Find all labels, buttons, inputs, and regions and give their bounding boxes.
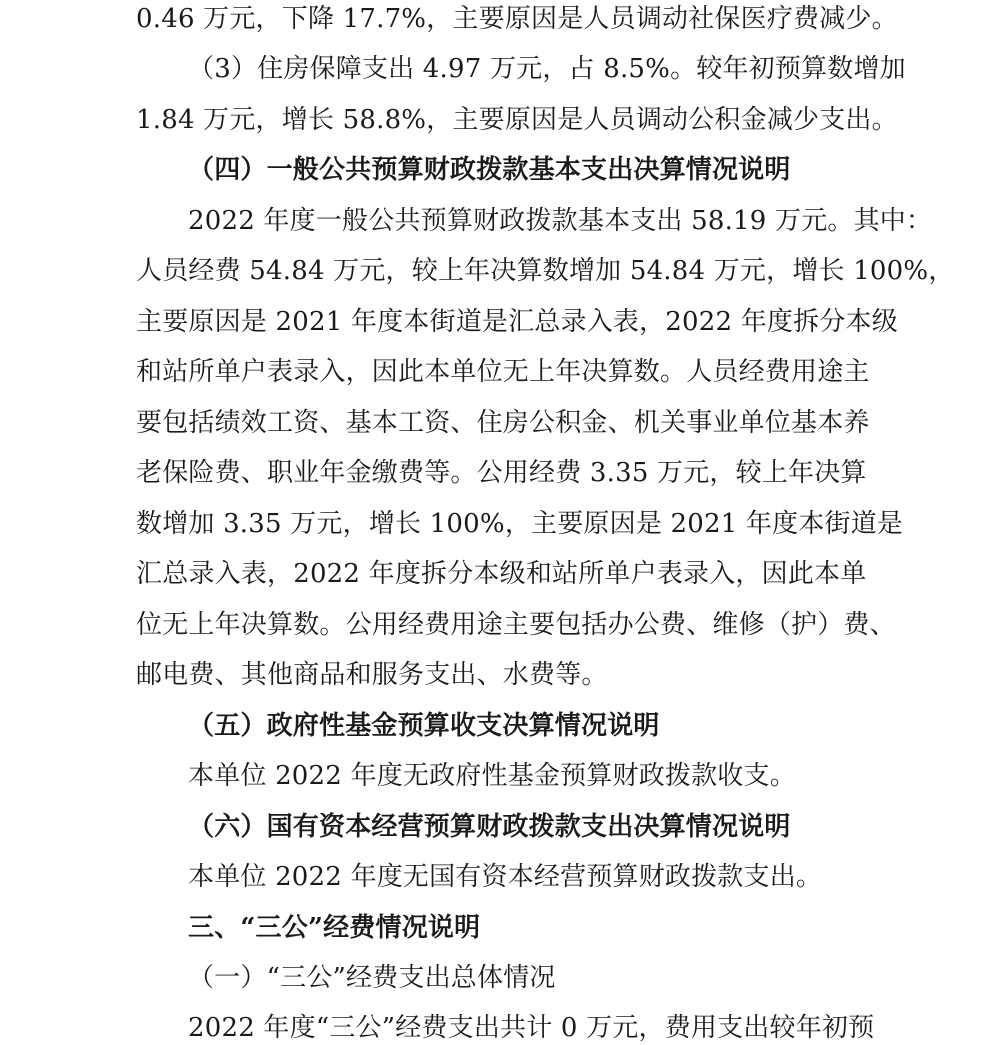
paragraph-line: 2022 年度一般公共预算财政拨款基本支出 58.19 万元。其中： <box>188 206 933 236</box>
paragraph-line: 数增加 3.35 万元，增长 100%，主要原因是 2021 年度本街道是 <box>136 509 904 539</box>
paragraph-line: 本单位 2022 年度无国有资本经营预算财政拨款支出。 <box>188 862 823 892</box>
paragraph-line: 要包括绩效工资、基本工资、住房公积金、机关事业单位基本养 <box>136 408 870 438</box>
paragraph-line: 本单位 2022 年度无政府性基金预算财政拨款收支。 <box>188 761 796 791</box>
section-heading: （五）政府性基金预算收支决算情况说明 <box>188 711 660 741</box>
paragraph-line: （3）住房保障支出 4.97 万元，占 8.5%。较年初预算数增加 <box>188 54 906 84</box>
paragraph-line: 2022 年度“三公”经费支出共计 0 万元，费用支出较年初预 <box>188 1013 875 1043</box>
paragraph-line: 人员经费 54.84 万元，较上年决算数增加 54.84 万元，增长 100%， <box>136 256 955 286</box>
paragraph-line: 0.46 万元，下降 17.7%，主要原因是人员调动社保医疗费减少。 <box>136 4 898 34</box>
paragraph-line: 和站所单户表录入，因此本单位无上年决算数。人员经费用途主 <box>136 357 870 387</box>
subsection-heading: （一）“三公”经费支出总体情况 <box>188 963 556 993</box>
paragraph-line: 老保险费、职业年金缴费等。公用经费 3.35 万元，较上年决算 <box>136 458 867 488</box>
chapter-heading: 三、“三公”经费情况说明 <box>188 913 481 943</box>
section-heading: （六）国有资本经营预算财政拨款支出决算情况说明 <box>188 812 791 842</box>
paragraph-line: 主要原因是 2021 年度本街道是汇总录入表，2022 年度拆分本级 <box>136 307 898 337</box>
paragraph-line: 位无上年决算数。公用经费用途主要包括办公费、维修（护）费、 <box>136 610 896 640</box>
paragraph-line: 1.84 万元，增长 58.8%，主要原因是人员调动公积金减少支出。 <box>136 105 898 135</box>
paragraph-line: 汇总录入表，2022 年度拆分本级和站所单户表录入，因此本单 <box>136 559 867 589</box>
paragraph-line: 邮电费、其他商品和服务支出、水费等。 <box>136 660 608 690</box>
section-heading: （四）一般公共预算财政拨款基本支出决算情况说明 <box>188 155 791 185</box>
